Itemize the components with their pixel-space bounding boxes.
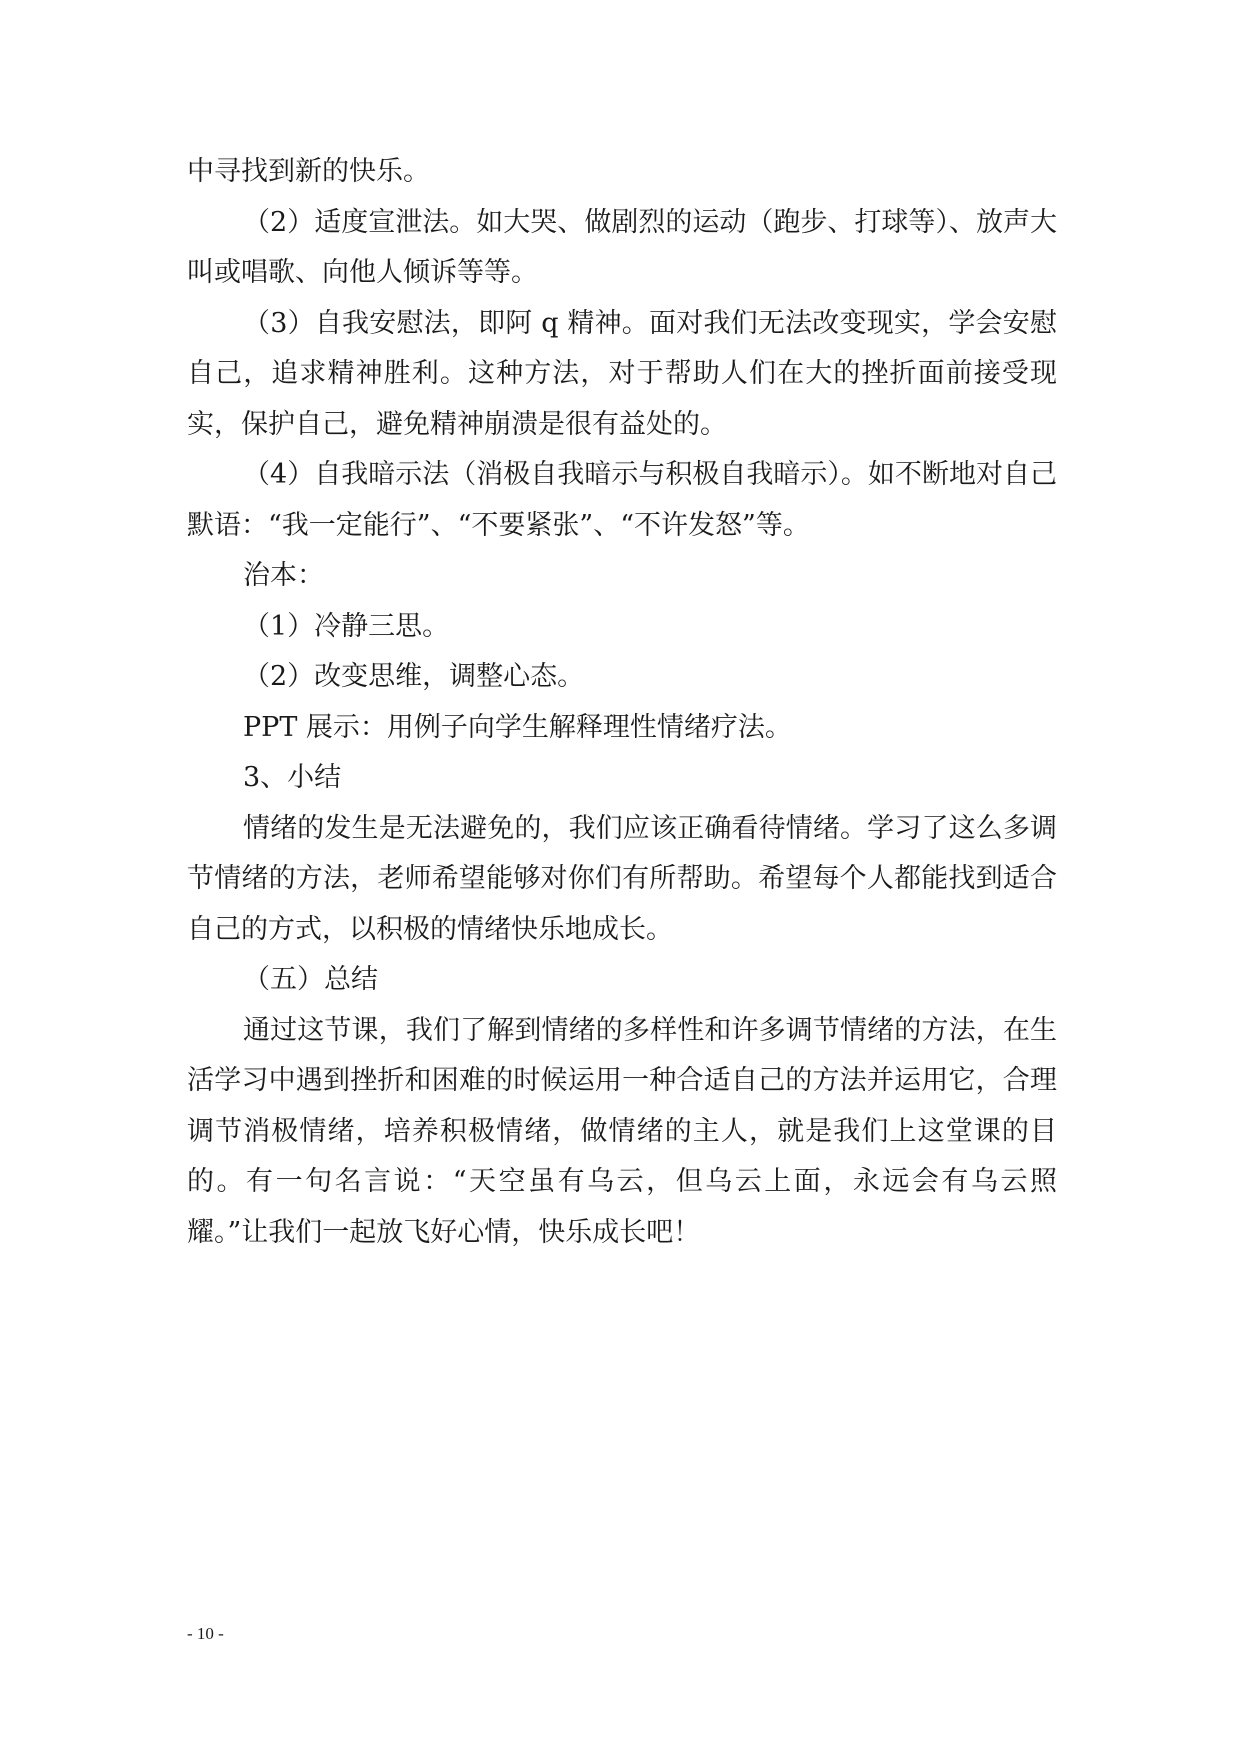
- paragraph-12: 通过这节课，我们了解到情绪的多样性和许多调节情绪的方法，在生活学习中遇到挫折和困难的时候运用一种合适自己的方法并运用它，合理调节消极情绪，培养积极情绪，做情绪的主人，就是我们上这堂课的目的。有一句名言说：“天空虽有乌云，但乌云上面，永远会有乌云照耀。”让我们一起放飞好心情，快乐成长吧！: [187, 1014, 1057, 1248]
- page-number: - 10 -: [187, 1624, 224, 1643]
- paragraph-1: 中寻找到新的快乐。: [187, 156, 430, 187]
- paragraph-10: 情绪的发生是无法避免的，我们应该正确看待情绪。学习了这么多调节情绪的方法，老师希望能够对你们有所帮助。希望每个人都能找到适合自己的方式，以积极的情绪快乐地成长。: [187, 812, 1057, 945]
- section-heading-conclusion: （五）总结: [243, 964, 378, 995]
- paragraph-3: （3）自我安慰法，即阿 q 精神。面对我们无法改变现实，学会安慰自己，追求精神胜利。这种方法，对于帮助人们在大的挫折面前接受现实，保护自己，避免精神崩溃是很有益处的。: [187, 307, 1057, 440]
- section-heading-summary: 3、小结: [243, 762, 342, 793]
- paragraph-5: 治本：: [243, 560, 324, 591]
- body-text: [187, 147, 1057, 1258]
- paragraph-4: （4）自我暗示法（消极自我暗示与积极自我暗示）。如不断地对自己默语：“我一定能行”、“不要紧张”、“不许发怒”等。: [187, 459, 1057, 541]
- paragraph-6: （1）冷静三思。: [243, 610, 450, 642]
- paragraph-7: （2）改变思维，调整心态。: [243, 661, 585, 692]
- paragraph-8: PPT 展示：用例子向学生解释理性情绪疗法。: [243, 711, 792, 743]
- paragraph-2: （2）适度宣泄法。如大哭、做剧烈的运动（跑步、打球等）、放声大叫或唱歌、向他人倾诉等等。: [187, 206, 1057, 288]
